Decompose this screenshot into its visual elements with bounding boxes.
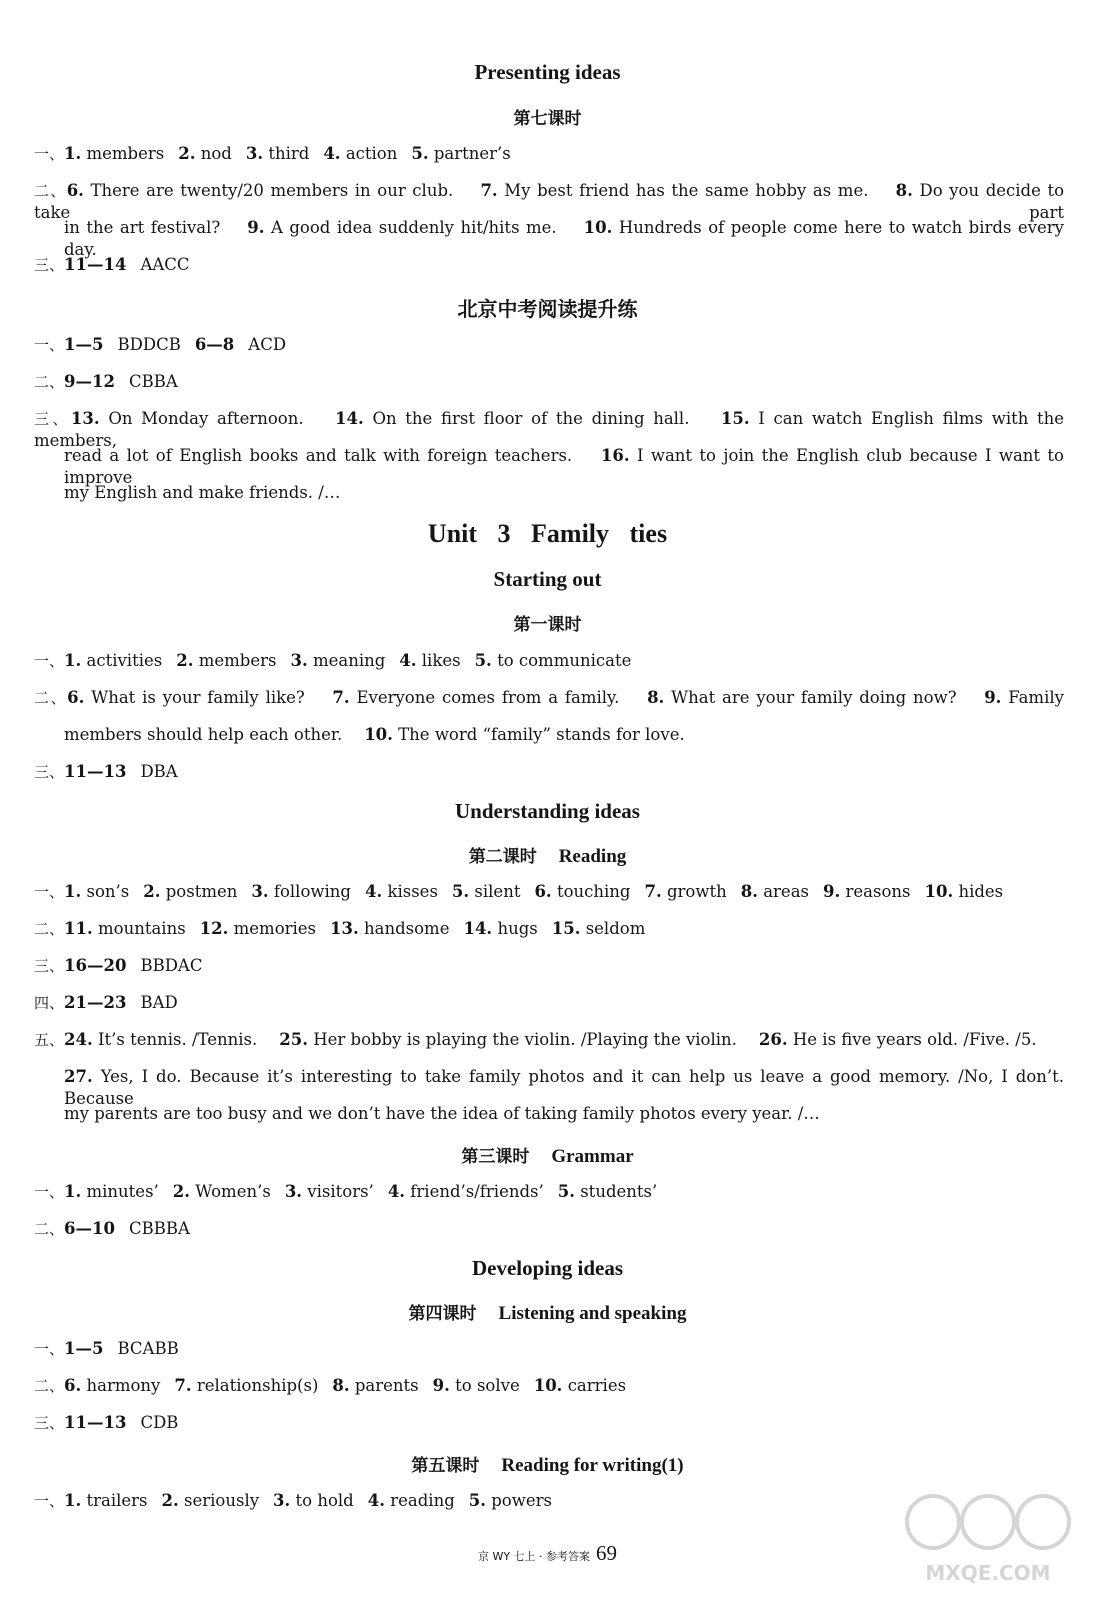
answer-text: seriously bbox=[184, 1491, 260, 1510]
question-group-marker: 二、 bbox=[34, 1377, 65, 1395]
answer-text: relationship(s) bbox=[196, 1376, 319, 1395]
answer-text: minutes’ bbox=[86, 1182, 159, 1201]
question-group-marker: 二、 bbox=[34, 920, 65, 938]
answer-text: touching bbox=[556, 882, 631, 901]
answer-line: my parents are too busy and we don’t have the idea of taking family photos every year. /… bbox=[64, 1104, 820, 1123]
question-group-marker: 一、 bbox=[34, 1183, 65, 1201]
question-group-marker: 一、 bbox=[34, 883, 65, 901]
answer-line: 一、1. members 2. nod 3. third 4. action 5. partner’s bbox=[34, 144, 511, 163]
answer-text: hugs bbox=[497, 919, 538, 938]
question-number: 6. bbox=[534, 882, 552, 901]
question-number: 14. bbox=[463, 919, 493, 938]
section-title: Developing ideas bbox=[471, 1256, 624, 1280]
question-number: 1. bbox=[64, 882, 82, 901]
page-number: 69 bbox=[596, 1541, 618, 1565]
question-number: 1. bbox=[64, 1491, 82, 1510]
section-title: Presenting ideas bbox=[474, 60, 621, 84]
answer-line: 二、6. There are twenty/20 members in our club. 7. My best friend has the same hobby as me. 8. Do you decide to take part bbox=[34, 181, 1065, 222]
answer-line bbox=[34, 881, 1064, 903]
question-number: 1. bbox=[64, 1182, 82, 1201]
footer-label: 京 WY 七上 · 参考答案 bbox=[477, 1550, 591, 1563]
answer-line: 二、9—12 CBBA bbox=[34, 372, 178, 391]
answer-text: carries bbox=[567, 1376, 627, 1395]
answer-text: seldom bbox=[585, 919, 646, 938]
answer-line: 一、1—5 BCABB bbox=[34, 1339, 179, 1358]
unit-title: Unit 3 Family ties bbox=[427, 519, 668, 548]
answer-text: reasons bbox=[845, 882, 911, 901]
answer-line: 一、1. activities 2. members 3. meaning 4. likes 5. to communicate bbox=[34, 651, 632, 670]
question-number: 4. bbox=[387, 1182, 406, 1201]
answer-line: 二、6—10 CBBBA bbox=[34, 1219, 190, 1238]
question-number: 7. bbox=[174, 1376, 192, 1395]
answer-line bbox=[34, 1181, 1064, 1203]
answer-line: read a lot of English books and talk with foreign teachers. 16. I want to join the English club because I want to improve bbox=[64, 446, 1064, 487]
question-number: 4. bbox=[364, 882, 383, 901]
question-number: 11. bbox=[64, 919, 93, 938]
answer-text: areas bbox=[763, 882, 809, 901]
watermark-logo bbox=[893, 1488, 1083, 1588]
section-title: Understanding ideas bbox=[455, 799, 640, 823]
question-number: 8. bbox=[740, 882, 758, 901]
answer-text: to hold bbox=[295, 1491, 354, 1510]
lesson-title: 第五课时 Reading for writing(1) bbox=[411, 1455, 684, 1476]
question-number: 5. bbox=[468, 1491, 486, 1510]
lesson-title: 第四课时 Listening and speaking bbox=[408, 1303, 687, 1324]
answer-line bbox=[34, 1375, 1064, 1397]
question-number: 5. bbox=[557, 1182, 575, 1201]
section-title: 北京中考阅读提升练 bbox=[457, 297, 638, 321]
question-group-marker: 一、 bbox=[34, 1492, 65, 1510]
answer-text: postmen bbox=[165, 882, 238, 901]
question-number: 3. bbox=[273, 1491, 291, 1510]
answer-line: members should help each other. 10. The word “family” stands for love. bbox=[64, 725, 685, 744]
lesson-title: 第一课时 bbox=[513, 615, 582, 635]
answer-text: hides bbox=[958, 882, 1004, 901]
answer-text: powers bbox=[491, 1491, 552, 1510]
section-title: Starting out bbox=[493, 567, 602, 591]
answer-line: 一、1—5 BDDCB 6—8 ACD bbox=[34, 335, 287, 354]
question-number: 4. bbox=[367, 1491, 385, 1510]
answer-text: memories bbox=[233, 919, 317, 938]
answer-line bbox=[34, 918, 1064, 940]
answer-text: reading bbox=[390, 1491, 455, 1510]
answer-text: handsome bbox=[364, 919, 450, 938]
answer-text: visitors’ bbox=[307, 1182, 374, 1201]
answer-text: to solve bbox=[455, 1376, 520, 1395]
answer-text: growth bbox=[666, 882, 727, 901]
answer-text: silent bbox=[474, 882, 521, 901]
lesson-title: 第三课时 Grammar bbox=[461, 1146, 634, 1167]
question-number: 3. bbox=[284, 1182, 303, 1201]
question-number: 5. bbox=[451, 882, 470, 901]
question-number: 9. bbox=[823, 882, 841, 901]
question-number: 10. bbox=[924, 882, 954, 901]
answer-line: 五、24. It’s tennis. /Tennis. 25. Her bobby is playing the violin. /Playing the violin. 26. He is five years old. /Five. /5. bbox=[34, 1030, 1037, 1049]
answer-text: trailers bbox=[86, 1491, 148, 1510]
answer-text: kisses bbox=[387, 882, 438, 901]
answer-line: 三、11—14 AACC bbox=[34, 255, 190, 274]
answer-line: 三、16—20 BBDAC bbox=[34, 956, 203, 975]
answer-line: 二、6. What is your family like? 7. Everyone comes from a family. 8. What are your family doing now? 9. Family bbox=[34, 688, 1064, 707]
answer-text: mountains bbox=[97, 919, 186, 938]
question-number: 10. bbox=[533, 1376, 563, 1395]
answer-line: 三、11—13 DBA bbox=[34, 762, 178, 781]
answer-line: 三、13. On Monday afternoon. 14. On the first floor of the dining hall. 15. I can watch English films with the members, bbox=[34, 409, 1065, 450]
answer-text: students’ bbox=[580, 1182, 658, 1201]
lesson-title: 第七课时 bbox=[513, 109, 582, 129]
answer-text: Women’s bbox=[195, 1182, 271, 1201]
answer-text: parents bbox=[354, 1376, 419, 1395]
answer-line: 27. Yes, I do. Because it’s interesting to take family photos and it can help us leave a good memory. /No, I don’t. Because bbox=[64, 1067, 1065, 1108]
answer-text: friend’s/friends’ bbox=[410, 1182, 544, 1201]
answer-text: son’s bbox=[86, 882, 130, 901]
lesson-title: 第二课时 Reading bbox=[468, 846, 627, 867]
question-number: 3. bbox=[251, 882, 269, 901]
answer-line: my English and make friends. /… bbox=[64, 483, 341, 502]
question-number: 12. bbox=[199, 919, 229, 938]
question-number: 6. bbox=[64, 1376, 82, 1395]
question-number: 7. bbox=[644, 882, 662, 901]
question-number: 2. bbox=[161, 1491, 179, 1510]
answer-text: harmony bbox=[86, 1376, 161, 1395]
question-number: 9. bbox=[432, 1376, 450, 1395]
question-number: 2. bbox=[172, 1182, 191, 1201]
answer-line: 四、21—23 BAD bbox=[34, 993, 178, 1012]
question-number: 15. bbox=[551, 919, 581, 938]
watermark-text: MXQE.COM bbox=[925, 1561, 1051, 1585]
answer-line: in the art festival? 9. A good idea suddenly hit/hits me. 10. Hundreds of people come here to watch birds every day. bbox=[64, 218, 1064, 259]
question-number: 13. bbox=[330, 919, 359, 938]
question-number: 8. bbox=[332, 1376, 350, 1395]
question-number: 2. bbox=[143, 882, 161, 901]
answer-text: following bbox=[273, 882, 351, 901]
answer-line: 三、11—13 CDB bbox=[34, 1413, 179, 1432]
